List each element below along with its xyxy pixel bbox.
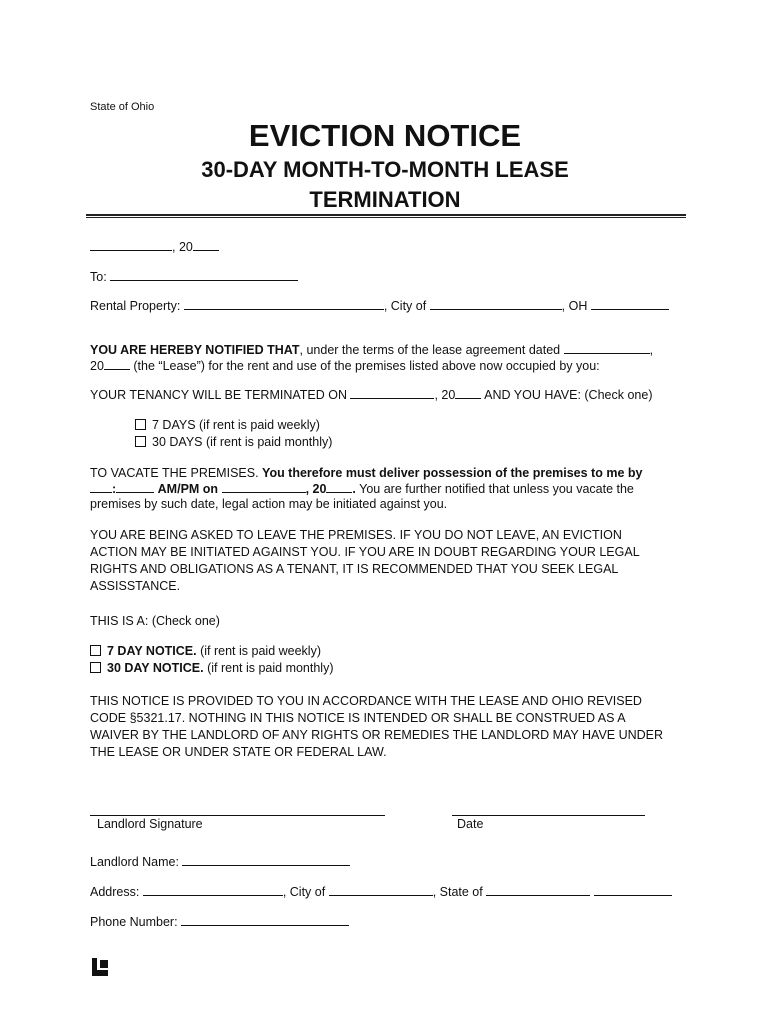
legal-line3: WAIVER BY THE LANDLORD OF ANY RIGHTS OR REMEDIES THE LANDLORD MAY HAVE UNDER bbox=[90, 728, 664, 742]
title-divider bbox=[86, 214, 686, 216]
termination-year-blank[interactable] bbox=[455, 388, 481, 399]
minute-blank[interactable] bbox=[116, 482, 154, 493]
date-label: Date bbox=[457, 817, 484, 831]
checkbox-7-days[interactable] bbox=[135, 419, 146, 430]
landlord-name-blank[interactable] bbox=[182, 855, 350, 866]
checkbox-30-days[interactable] bbox=[135, 436, 146, 447]
title-divider-thin bbox=[86, 217, 686, 218]
document-title: EVICTION NOTICE bbox=[248, 118, 522, 153]
lease-description: (the “Lease”) for the rent and use of the premises listed above now occupied by you: bbox=[133, 359, 600, 373]
legal-action-text: premises by such date, legal action may be initiated against you. bbox=[90, 497, 448, 511]
checkbox-7-day-notice[interactable] bbox=[90, 645, 101, 656]
year-prefix: , 20 bbox=[172, 240, 193, 254]
option-label: 7 DAYS (if rent is paid weekly) bbox=[152, 418, 320, 432]
notice-type-30-day bbox=[90, 661, 334, 675]
rental-property-label: Rental Property: bbox=[90, 299, 181, 313]
notice-type-7-day bbox=[90, 644, 321, 658]
tenancy-text: YOUR TENANCY WILL BE TERMINATED ON bbox=[90, 388, 347, 402]
check-one-text: AND YOU HAVE: (Check one) bbox=[484, 388, 653, 402]
tenancy-option-30-days bbox=[135, 435, 332, 449]
landlord-state-blank[interactable] bbox=[486, 885, 590, 896]
legal-line4: THE LEASE OR UNDER STATE OR FEDERAL LAW. bbox=[90, 745, 387, 759]
tenant-name-blank[interactable] bbox=[110, 270, 298, 281]
possession-year-blank[interactable] bbox=[326, 482, 352, 493]
termination-date-blank[interactable] bbox=[350, 388, 434, 399]
address-blank[interactable] bbox=[143, 885, 283, 896]
state-label-oh: , OH bbox=[561, 299, 588, 313]
phone-number-label: Phone Number: bbox=[90, 915, 178, 929]
rental-property-blank[interactable] bbox=[184, 299, 384, 310]
vacate-text: TO VACATE THE PREMISES. bbox=[90, 466, 263, 480]
lease-year-blank[interactable] bbox=[104, 359, 130, 370]
vacate-line1 bbox=[90, 466, 642, 480]
landlord-city-blank[interactable] bbox=[329, 885, 433, 896]
option-label: 30 DAYS (if rent is paid monthly) bbox=[152, 435, 333, 449]
warning-line2: ACTION MAY BE INITIATED AGAINST YOU. IF YOU ARE IN DOUBT REGARDING YOUR LEGAL bbox=[90, 545, 640, 559]
warning-line3: RIGHTS AND OBLIGATIONS AS A TENANT, IT IS RECOMMENDED THAT YOU SEEK LEGAL bbox=[90, 562, 619, 576]
notice-year-blank[interactable] bbox=[193, 240, 219, 251]
document-logo-icon bbox=[92, 958, 108, 976]
legal-line1: THIS NOTICE IS PROVIDED TO YOU IN ACCORDANCE WITH THE LEASE AND OHIO REVISED bbox=[90, 694, 642, 708]
further-notified-text: You are further notified that unless you vacate the bbox=[359, 482, 634, 496]
ampm-label: AM/PM on bbox=[157, 482, 219, 496]
notified-lead: YOU ARE HEREBY NOTIFIED THAT bbox=[90, 343, 300, 357]
warning-line1: YOU ARE BEING ASKED TO LEAVE THE PREMISES. IF YOU DO NOT LEAVE, AN EVICTION bbox=[90, 528, 622, 542]
seven-day-notice-label: 7 DAY NOTICE. bbox=[107, 644, 197, 658]
deliver-possession-text: You therefore must deliver possession of the premises to me by bbox=[262, 466, 643, 480]
landlord-state-label: , State of bbox=[432, 885, 483, 899]
hour-blank[interactable] bbox=[90, 482, 112, 493]
lease-date-blank[interactable] bbox=[564, 343, 650, 354]
rental-property-line bbox=[90, 299, 669, 313]
landlord-address-line bbox=[90, 885, 672, 899]
notice-date-line bbox=[90, 240, 219, 254]
year-prefix-2: 20 bbox=[90, 359, 104, 373]
landlord-city-label: , City of bbox=[282, 885, 326, 899]
document-subtitle-line2: TERMINATION bbox=[309, 187, 461, 212]
landlord-signature-label: Landlord Signature bbox=[97, 817, 203, 831]
state-label: State of Ohio bbox=[90, 101, 155, 113]
landlord-zip-blank[interactable] bbox=[594, 885, 672, 896]
notice-paragraph-line1 bbox=[90, 343, 653, 357]
year-prefix-3: , 20 bbox=[434, 388, 456, 402]
document-subtitle-line1: 30-DAY MONTH-TO-MONTH LEASE bbox=[201, 157, 569, 182]
comma: , bbox=[649, 343, 654, 357]
landlord-name-label: Landlord Name: bbox=[90, 855, 179, 869]
vacate-line3 bbox=[90, 497, 447, 511]
period: . bbox=[352, 482, 356, 496]
thirty-day-notice-label: 30 DAY NOTICE. bbox=[107, 661, 204, 675]
city-label: , City of bbox=[383, 299, 427, 313]
warning-line4: ASSISSTANCE. bbox=[90, 579, 181, 593]
phone-number-line bbox=[90, 915, 349, 929]
to-line bbox=[90, 270, 298, 284]
legal-line2: CODE §5321.17. NOTHING IN THIS NOTICE IS INTENDED OR SHALL BE CONSTRUED AS A bbox=[90, 711, 626, 725]
to-label: To: bbox=[90, 270, 107, 284]
tenancy-line bbox=[90, 388, 652, 402]
monthly-text: (if rent is paid monthly) bbox=[207, 661, 334, 675]
notice-date-blank[interactable] bbox=[90, 240, 172, 251]
notice-paragraph-line2 bbox=[90, 359, 600, 373]
time-colon: : bbox=[112, 482, 117, 496]
phone-number-blank[interactable] bbox=[181, 915, 349, 926]
weekly-text: (if rent is paid weekly) bbox=[200, 644, 321, 658]
landlord-signature-line[interactable] bbox=[90, 815, 385, 816]
possession-date-blank[interactable] bbox=[222, 482, 306, 493]
address-label: Address: bbox=[90, 885, 140, 899]
city-blank[interactable] bbox=[430, 299, 562, 310]
tenancy-option-7-days bbox=[135, 418, 320, 432]
landlord-name-line bbox=[90, 855, 350, 869]
vacate-line2 bbox=[90, 482, 634, 496]
date-signature-line[interactable] bbox=[452, 815, 645, 816]
checkbox-30-day-notice[interactable] bbox=[90, 662, 101, 673]
zip-blank[interactable] bbox=[591, 299, 669, 310]
year-prefix-4: , 20 bbox=[305, 482, 327, 496]
notice-text: , under the terms of the lease agreement dated bbox=[299, 343, 561, 357]
notice-type-label: THIS IS A: (Check one) bbox=[90, 614, 220, 628]
